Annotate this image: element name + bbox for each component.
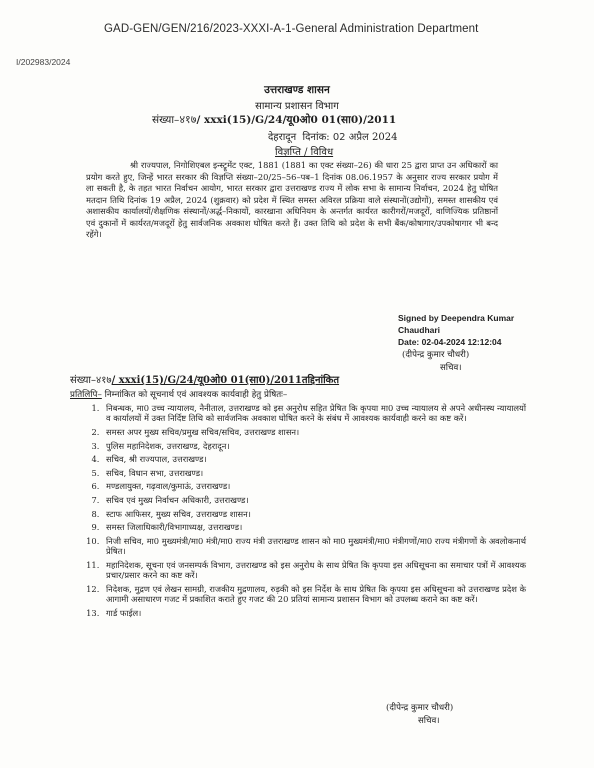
list-item: 6. मण्डलायुक्त, गढ़वाल/कुमाऊं, उत्तराखण्ड।: [102, 481, 526, 491]
date-label: दिनांक:: [302, 132, 330, 143]
reference-label-2: संख्या–: [70, 375, 96, 386]
copy-to-line: [70, 388, 287, 400]
list-item: 11. महानिदेशक, सूचना एवं जनसम्पर्क विभाग, उत्तराखण्ड को इस अनुरोध के साथ प्रेषित कि कृपया इस अधिसूचना का समाचार पत्रों में आवश्यक प्रचार/प्रसार करने का कष्ट करें।: [102, 560, 526, 581]
signatory-name: (दीपेन्द्र कुमार चौधरी): [402, 350, 470, 360]
digital-signature: [398, 312, 514, 348]
file-number: I/202983/2024: [16, 57, 71, 67]
date-year: 2024: [372, 132, 398, 143]
list-item: 10. निजी सचिव, मा0 मुख्यमंत्री/मा0 मंत्री/मा0 राज्य मंत्री उत्तराखण्ड शासन को मा0 मुख्यमंत्री/मा0 मंत्रीगणों/मा0 राज्य मंत्रीगणों के अवलोकनार्थ प्रेषित।: [102, 536, 526, 557]
list-item: 13. गार्ड फाईल।: [102, 608, 526, 618]
place-date: [268, 129, 397, 143]
reference-number-2: [70, 372, 339, 386]
distribution-list: [76, 403, 526, 621]
list-item: 8. स्टाफ आफिसर, मुख्य सचिव, उत्तराखण्ड शासन।: [102, 509, 526, 519]
signatory-name-2: (दीपेन्द्र कुमार चौधरी): [386, 703, 454, 713]
list-item: 4. सचिव, श्री राज्यपाल, उत्तराखण्ड।: [102, 454, 526, 464]
list-item: 3. पुलिस महानिदेशक, उत्तराखण्ड, देहरादून।: [102, 441, 526, 451]
body-paragraph: श्री राज्यपाल, निगोशिएबल इन्स्ट्रूमेंट एक्ट, 1881 (1881 का एक्ट संख्या–26) की धारा 25 द्वारा प्राप्त उन अधिकारों का प्रयोग करते हुए, जिन्हें भारत सरकार की विज्ञप्ति संख्या–20/25–56–पब–1 दिनांक 08.06.1957 के अनुसार राज्य सरकार प्रयोग में ला सकती है, के तहत भारत निर्वाचन आयोग, भारत सरकार द्वारा उत्तराखण्ड राज्य में लोक सभा के सामान्य निर्वाचन, 2024 हेतु घोषित मतदान तिथि दिनांक 19 अप्रैल, 2024 (शुक्रवार) को प्रदेश में स्थित समस्त अविरल प्रक्रिया वाले संस्थानों(उद्योगों), समस्त शासकीय एवं अशासकीय कार्यालयों/शैक्षणिक संस्थानों/अर्द्ध–निकायों, कारखाना अधिनियम के अन्तर्गत कार्यरत कारीगरों/मजदूरों, वाणिज्यिक प्रतिष्ठानों एवं दुकानों में कार्यरत/मजदूरों हेतु सार्वजनिक अवकाश घोषित करते हैं। उक्त तिथि को प्रदेश के सभी बैंक/कोषागार/उपकोषागार भी बन्द रहेंगे।: [86, 160, 498, 240]
copy-label: प्रतिलिपि–: [70, 390, 102, 400]
department-name: सामान्य प्रशासन विभाग: [255, 101, 339, 112]
place: देहरादून: [268, 132, 297, 143]
notification-body: [86, 160, 498, 241]
reference-label: संख्या–: [152, 114, 180, 126]
signature-line-3: Date: 02-04-2024 12:12:04: [398, 337, 502, 347]
reference-code: / xxxi(15)/G/24/यू0ओ0 01(सा0)/2011: [196, 114, 397, 126]
reference-code-2: / xxxi(15)/G/24/यू0ओ0 01(सा0)/2011तद्दिनांकित: [111, 375, 340, 386]
list-item: 9. समस्त जिलाधिकारी/विभागाध्यक्ष, उत्तराखण्ड।: [102, 522, 526, 532]
list-item: 2. समस्त अपर मुख्य सचिव/प्रमुख सचिव/सचिव, उत्तराखण्ड शासन।: [102, 427, 526, 437]
handwritten-number-2: ४१७: [96, 375, 112, 386]
copy-text: निम्नांकित को सूचनार्थ एवं आवश्यक कार्यवाही हेतु प्रेषितः–: [101, 390, 288, 400]
signature-line-2: Chaudhari: [398, 325, 441, 335]
list-item: 1. निबन्धक, मा0 उच्च न्यायालय, नैनीताल, उत्तराखण्ड को इस अनुरोध सहित प्रेषित कि कृपया मा0 उच्च न्यायालय से अपने अधीनस्थ न्यायालयों व कार्यालयों में उक्त निर्दिष्ट तिथि को सार्वजनिक अवकाश घोषित करने के संबंध में आवश्यक कार्यवाही करने का कष्ट करें।: [102, 403, 526, 424]
handwritten-number: ४१७: [179, 113, 197, 126]
signatory-designation-2: सचिव।: [418, 716, 440, 726]
list-item: 5. सचिव, विधान सभा, उत्तराखण्ड।: [102, 468, 526, 478]
list-item: 12. निदेशक, मुद्रण एवं लेखन सामग्री, राजकीय मुद्रणालय, रुड़की को इस निर्देश के साथ प्रेषित कि कृपया इस अधिसूचना को उत्तराखण्ड प्रदेश के आगामी असाधारण गजट में प्रकाशित कराते हुए गजट की 20 प्रतियां सामान्य प्रशासन विभाग को उपलब्ध कराने का कष्ट करें।: [102, 584, 526, 605]
handwritten-date: 02 अप्रैल: [332, 132, 369, 143]
government-name: उत्तराखण्ड शासन: [264, 84, 330, 96]
file-header-line: GAD-GEN/GEN/216/2023-XXXI-A-1-General Administration Department: [104, 23, 479, 35]
signatory-designation: सचिव।: [440, 363, 462, 373]
signature-line-1: Signed by Deependra Kumar: [398, 313, 515, 323]
reference-number: [152, 112, 396, 127]
list-item: 7. सचिव एवं मुख्य निर्वाचन अधिकारी, उत्तराखण्ड।: [102, 495, 526, 505]
notification-title: विज्ञप्ति / विविध: [275, 147, 334, 158]
